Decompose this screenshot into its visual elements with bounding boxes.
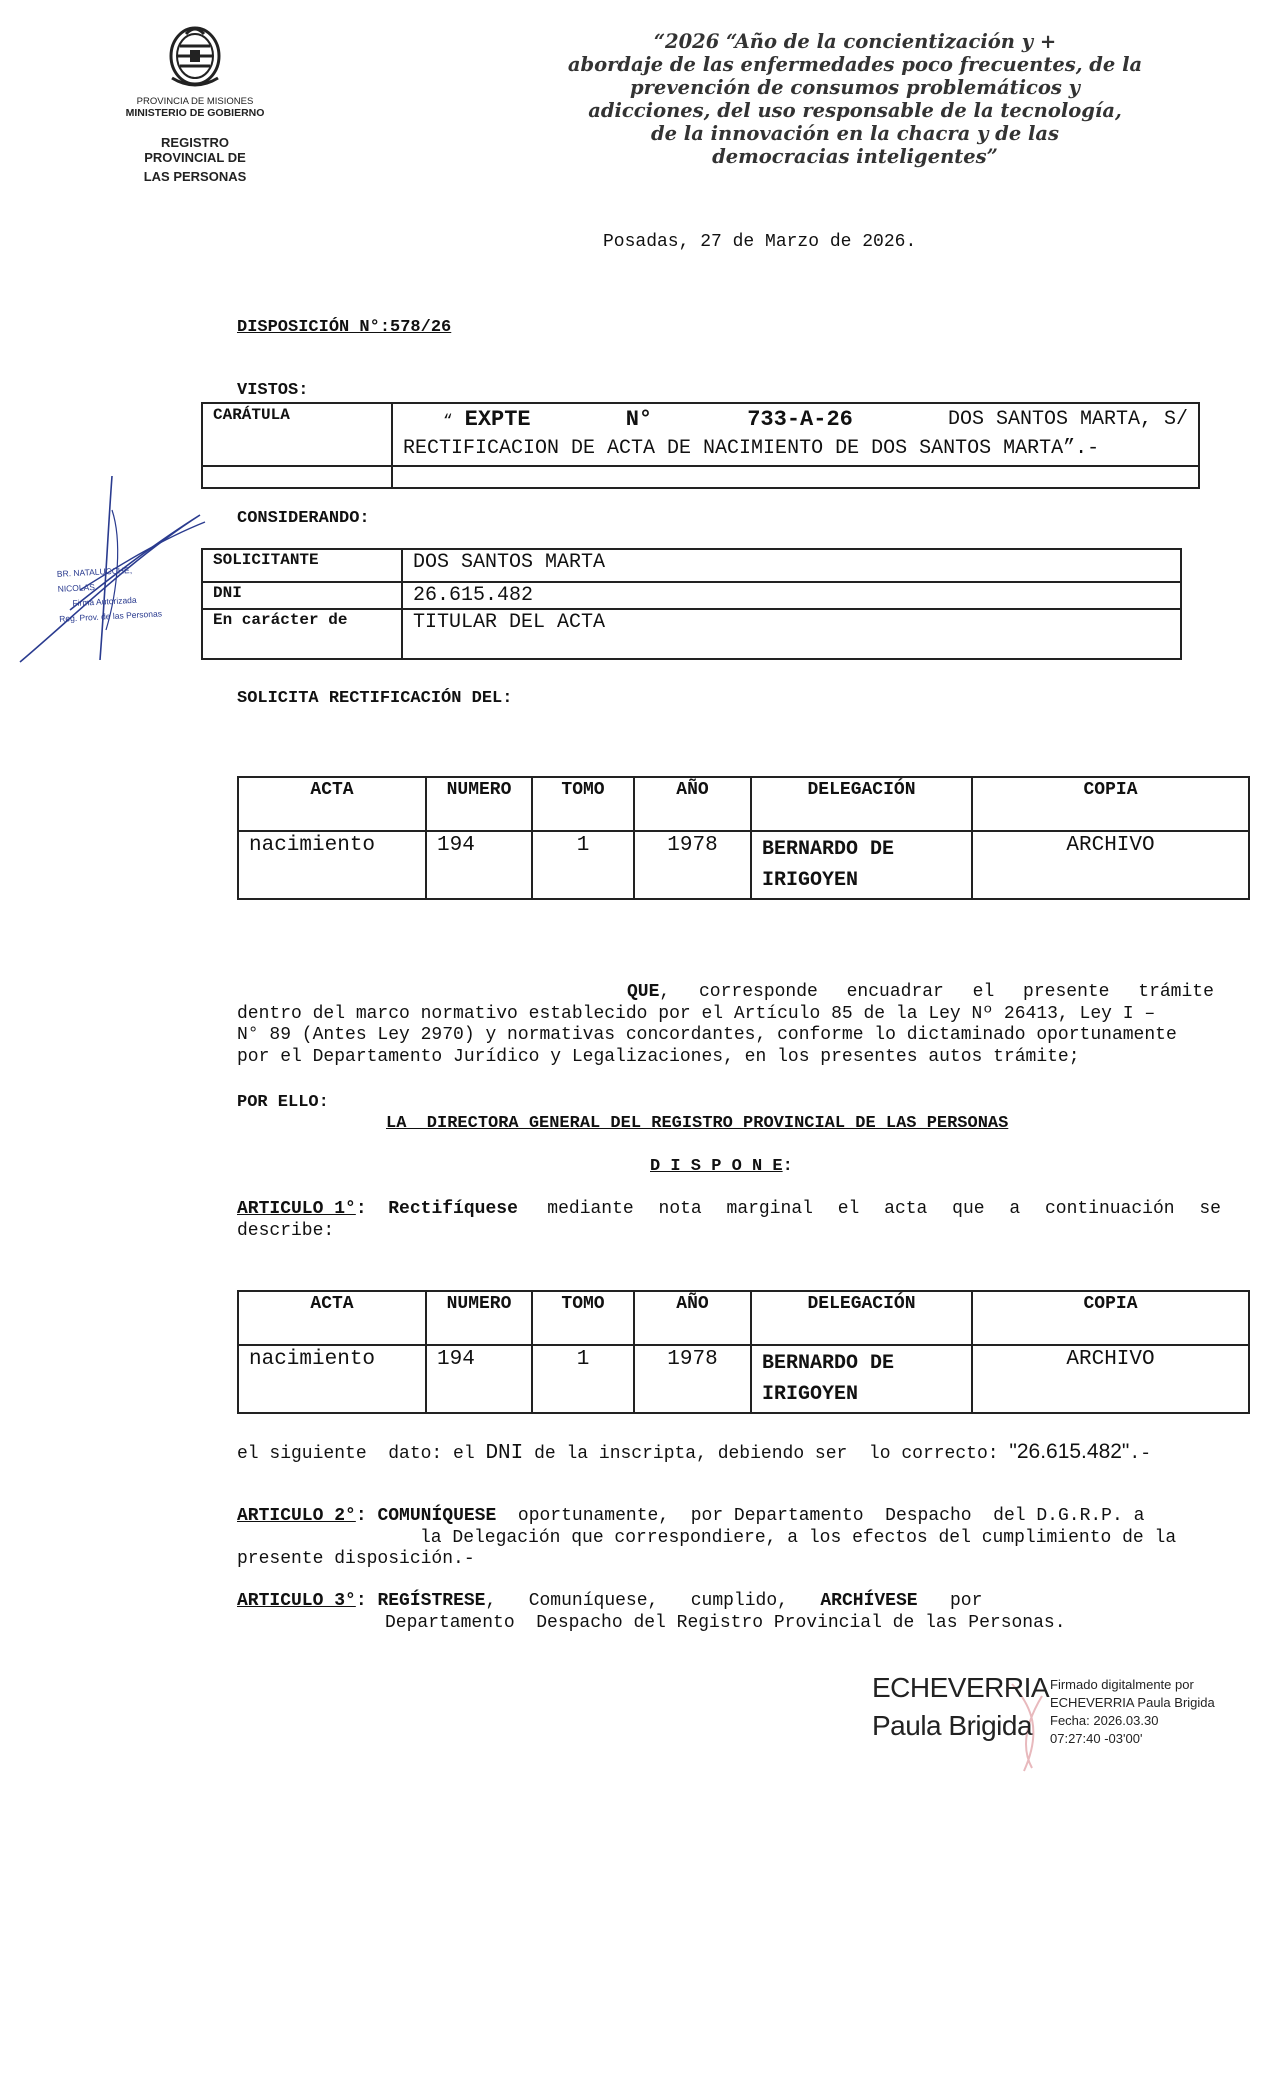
article-1-colon: :	[355, 1199, 367, 1219]
por-ello-label: POR ELLO:	[237, 1093, 329, 1112]
acta-delegation	[751, 1345, 972, 1413]
provincial-coat-of-arms-icon	[160, 22, 230, 92]
article-1-label: ARTICULO 1°	[237, 1199, 356, 1219]
disposition-number: DISPOSICIÓN N°:578/26	[237, 318, 452, 337]
ministry-name: MINISTERIO DE GOBIERNO	[125, 107, 265, 119]
que-line1-rest: , corresponde encuadrar el presente trámite	[659, 982, 1214, 1002]
empty-cell	[392, 466, 1199, 488]
article-3-colon: :	[355, 1591, 367, 1611]
acta-tomo: 1	[532, 831, 634, 899]
stamp-role: Firma Autorizada	[72, 594, 137, 609]
dato-end: .-	[1129, 1444, 1151, 1464]
open-quote: “	[443, 412, 453, 430]
signature-info-line: Fecha: 2026.03.30	[1050, 1713, 1159, 1728]
acta-tomo: 1	[532, 1345, 634, 1413]
expte-label: EXPTE	[464, 407, 531, 432]
table-row	[238, 831, 1249, 899]
signer-given-names: Paula Brigida	[872, 1710, 1033, 1741]
dispone-colon: :	[782, 1157, 793, 1176]
que-paragraph	[237, 982, 1221, 1068]
col-copia-header: COPIA	[972, 777, 1249, 831]
acta-table-rectify	[237, 1290, 1250, 1414]
dispone-heading	[650, 1157, 793, 1176]
dato-text2: de la inscripta, debiendo ser lo correcto:	[534, 1444, 999, 1464]
digital-signature	[872, 1670, 1232, 1780]
signature-info-line: 07:27:40 -03'00'	[1050, 1731, 1143, 1746]
ministry-logo	[120, 22, 270, 184]
col-acta-header: ACTA	[238, 1291, 426, 1345]
vistos-label: VISTOS:	[237, 381, 309, 400]
motto-line: adicciones, del uso responsable de la tecnología,	[588, 99, 1122, 122]
col-numero-header: NUMERO	[426, 777, 532, 831]
article-2-line3: presente disposición.-	[237, 1549, 475, 1569]
acta-type: nacimiento	[238, 831, 426, 899]
article-1	[237, 1199, 1221, 1242]
motto-line: abordaje de las enfermedades poco frecuentes, de la	[567, 53, 1143, 76]
signature-info-line: ECHEVERRIA Paula Brigida	[1050, 1695, 1215, 1710]
capacity-label: En carácter de	[202, 609, 402, 659]
considerando-label: CONSIDERANDO:	[237, 509, 370, 528]
article-3-comma: ,	[485, 1591, 497, 1611]
delegation-line1: BERNARDO DE	[762, 1352, 895, 1375]
place-date: Posadas, 27 de Marzo de 2026.	[603, 232, 917, 252]
que-line4: por el Departamento Jurídico y Legalizaciones, en los presentes autos trámite;	[237, 1046, 1080, 1067]
acta-year: 1978	[634, 1345, 751, 1413]
authorized-stamp	[57, 561, 170, 627]
article-2-label: ARTICULO 2°	[237, 1506, 356, 1526]
year-motto	[545, 30, 1165, 168]
col-delegacion-header: DELEGACIÓN	[751, 777, 972, 831]
corrected-data-line	[237, 1440, 1151, 1465]
col-acta-header: ACTA	[238, 777, 426, 831]
article-3-mid: Comuníquese, cumplido,	[528, 1591, 788, 1611]
col-numero-header: NUMERO	[426, 1291, 532, 1345]
directora-heading: LA DIRECTORA GENERAL DEL REGISTRO PROVINCIAL DE LAS PERSONAS	[386, 1114, 1009, 1133]
dni-label: DNI	[202, 582, 402, 609]
applicant-value: DOS SANTOS MARTA	[402, 549, 1181, 582]
motto-line: democracias inteligentes”	[712, 145, 998, 168]
signature-details	[1050, 1676, 1215, 1748]
expte-number: 733-A-26	[747, 407, 853, 432]
acta-delegation	[751, 831, 972, 899]
acta-year: 1978	[634, 831, 751, 899]
signature-info-line: Firmado digitalmente por	[1050, 1677, 1194, 1692]
dato-text1: el siguiente dato: el	[237, 1444, 475, 1464]
delegation-line2: IRIGOYEN	[762, 1383, 859, 1406]
article-2-verb: COMUNÍQUESE	[377, 1506, 497, 1526]
acta-copy: ARCHIVO	[972, 1345, 1249, 1413]
article-3	[237, 1591, 1221, 1634]
capacity-value: TITULAR DEL ACTA	[402, 609, 1181, 659]
signer-surname: ECHEVERRIA	[872, 1672, 1050, 1703]
dato-dni-word: DNI	[485, 1442, 524, 1465]
article-2	[237, 1506, 1221, 1571]
expte-no-label: N°	[625, 407, 653, 432]
table-row	[238, 1345, 1249, 1413]
caratula-table	[201, 402, 1200, 489]
acta-number: 194	[426, 1345, 532, 1413]
col-delegacion-header: DELEGACIÓN	[751, 1291, 972, 1345]
motto-line: “2026 “Año de la concientización y +	[653, 30, 1057, 53]
col-copia-header: COPIA	[972, 1291, 1249, 1345]
article-2-line2: la Delegación que correspondiere, a los efectos del cumplimiento de la	[420, 1527, 1177, 1548]
caratula-line1-rest: DOS SANTOS MARTA, S/	[947, 408, 1188, 431]
province-name: PROVINCIA DE MISIONES	[136, 96, 254, 107]
table-header-row	[238, 777, 1249, 831]
que-line3: N° 89 (Antes Ley 2970) y normativas concordantes, conforme lo dictaminado oportunamente	[237, 1025, 1177, 1045]
article-3-label: ARTICULO 3°	[237, 1591, 356, 1611]
caratula-value	[392, 403, 1199, 466]
empty-cell	[202, 466, 392, 488]
article-3-verb1: REGÍSTRESE	[377, 1591, 486, 1611]
stamp-name: BR. NATALUCCHE, NICOLAS	[56, 564, 133, 594]
col-anio-header: AÑO	[634, 777, 751, 831]
article-1-line2: describe:	[237, 1220, 335, 1241]
applicant-table	[201, 548, 1182, 660]
applicant-label: SOLICITANTE	[202, 549, 402, 582]
registry-name-line1: REGISTRO PROVINCIAL DE	[144, 135, 246, 165]
dispone-word: D I S P O N E	[650, 1157, 783, 1176]
delegation-line1: BERNARDO DE	[762, 838, 895, 861]
caratula-line2: RECTIFICACION DE ACTA DE NACIMIENTO DE DOS SANTOS MARTA”.-	[403, 437, 1100, 460]
que-line2: dentro del marco normativo establecido por el Artículo 85 de la Ley Nº 26413, Ley I –	[237, 1003, 1156, 1024]
article-2-line1-rest: oportunamente, por Departamento Despacho del D.G.R.P. a	[517, 1506, 1145, 1526]
col-anio-header: AÑO	[634, 1291, 751, 1345]
caratula-label: CARÁTULA	[202, 403, 392, 466]
acta-table-request	[237, 776, 1250, 900]
stamp-office: Reg. Prov. de las Personas	[58, 608, 163, 624]
motto-line: de la innovación en la chacra y de las	[650, 122, 1060, 145]
col-tomo-header: TOMO	[532, 777, 634, 831]
acta-type: nacimiento	[238, 1345, 426, 1413]
delegation-line2: IRIGOYEN	[762, 869, 859, 892]
article-1-line1-rest: mediante nota marginal el acta que a continuación se	[547, 1199, 1221, 1219]
article-3-line2: Departamento Despacho del Registro Provincial de las Personas.	[385, 1612, 1066, 1633]
article-1-verb: Rectifíquese	[388, 1199, 518, 1219]
col-tomo-header: TOMO	[532, 1291, 634, 1345]
solicita-label: SOLICITA RECTIFICACIÓN DEL:	[237, 689, 513, 708]
acta-number: 194	[426, 831, 532, 899]
que-lead: QUE	[627, 982, 660, 1002]
dato-value: "26.615.482"	[1009, 1440, 1130, 1463]
article-2-colon: :	[355, 1506, 367, 1526]
table-header-row	[238, 1291, 1249, 1345]
dni-value: 26.615.482	[402, 582, 1181, 609]
article-3-por: por	[949, 1591, 983, 1611]
motto-line: prevención de consumos problemáticos y	[630, 76, 1080, 99]
acta-copy: ARCHIVO	[972, 831, 1249, 899]
registry-name-line2: LAS PERSONAS	[143, 169, 247, 184]
article-3-verb2: ARCHÍVESE	[820, 1591, 918, 1611]
